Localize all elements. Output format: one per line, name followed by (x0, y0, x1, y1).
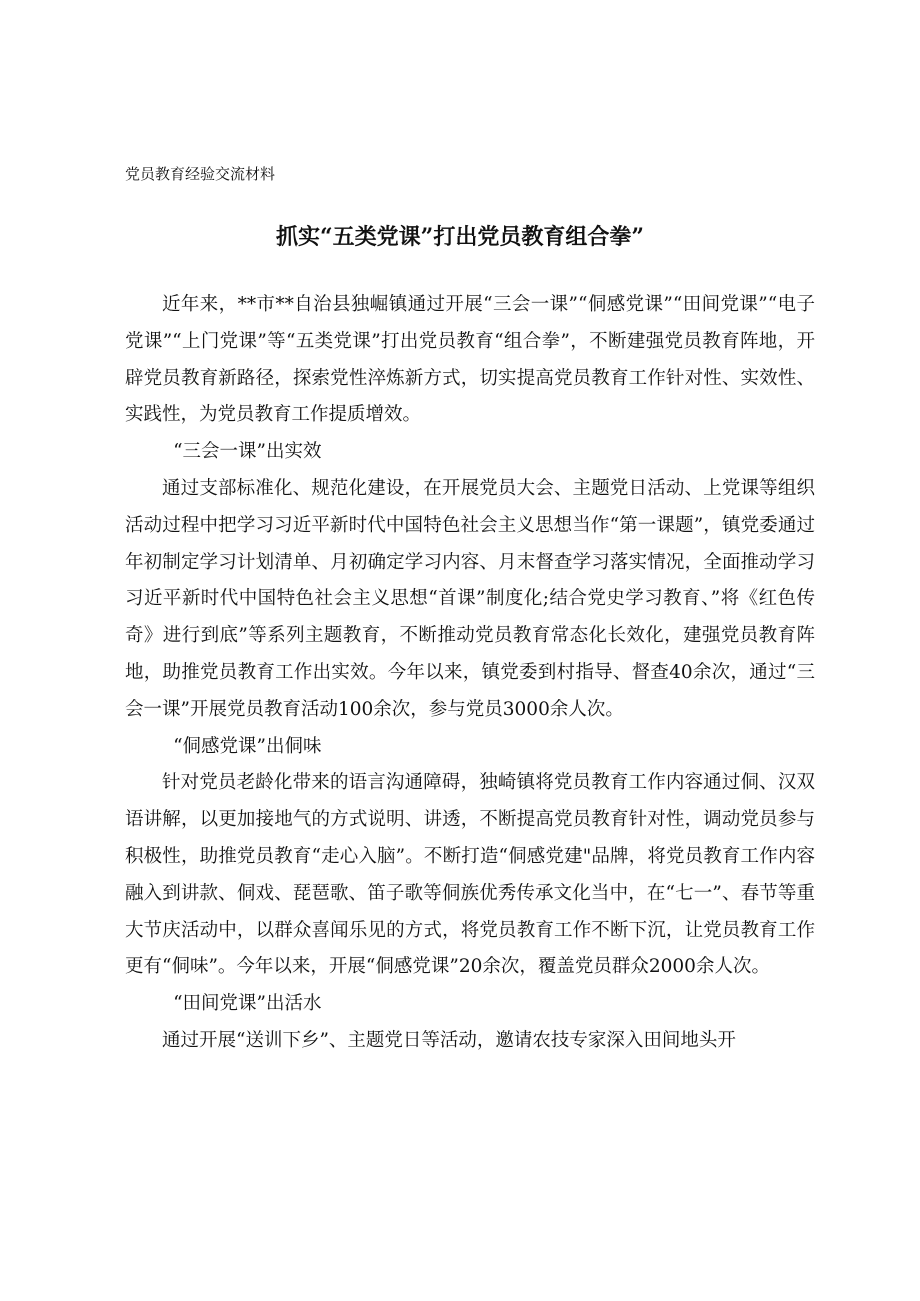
section-body-dong: 针对党员老龄化带来的语言沟通障碍，独崎镇将党员教育工作内容通过侗、汉双语讲解，以更加接地气的方式说明、讲透，不断提高党员教育针对性，调动党员参与积极性，助推党员教育“走心入脑”。不断打造“侗感党建"品牌，将党员教育工作内容融入到讲款、侗戏、琵琶歌、笛子歌等侗族优秀传承文化当中，在“七一”、春节等重大节庆活动中，以群众喜闻乐见的方式，将党员教育工作不断下沉，让党员教育工作更有“侗味”。今年以来，开展“侗感党课”20余次，覆盖党员群众2000余人次。 (125, 772, 815, 978)
section-body-tianjian: 通过开展“送训下乡”、主题党日等活动，邀请农技专家深入田间地头开 (162, 1029, 736, 1051)
document-body (125, 287, 815, 1060)
document-header-label: 党员教育经验交流材料 (125, 165, 276, 183)
section-heading-dong: “侗感党课”出侗味 (173, 735, 322, 757)
section-heading-sanhui: “三会一课”出实效 (173, 441, 322, 463)
section-heading-tianjian: “田间党课”出活水 (173, 993, 322, 1015)
section-body-sanhui: 通过支部标准化、规范化建设，在开展党员大会、主题党日活动、上党课等组织活动过程中把学习习近平新时代中国特色社会主义思想当作“第一课题”，镇党委通过年初制定学习计划清单、月初确定学习内容、月末督查学习落实情况，全面推动学习习近平新时代中国特色社会主义思想“首课”制度化;结合党史学习教育、”将《红色传奇》进行到底”等系列主题教育，不断推动党员教育常态化长效化，建强党员教育阵地，助推党员教育工作出实效。今年以来，镇党委到村指导、督查40余次，通过“三会一课”开展党员教育活动100余次，参与党员3000余人次。 (125, 477, 816, 720)
intro-paragraph: 近年来，**市**自治县独崛镇通过开展“三会一课”“侗感党课”“田间党课”“电子党课”“上门党课”等“五类党课”打出党员教育“组合拳”，不断建强党员教育阵地，开辟党员教育新路径，探索党性淬炼新方式，切实提高党员教育工作针对性、实效性、实践性，为党员教育工作提质增效。 (125, 294, 815, 426)
document-title: 抓实“五类党课”打出党员教育组合拳” (276, 224, 644, 250)
